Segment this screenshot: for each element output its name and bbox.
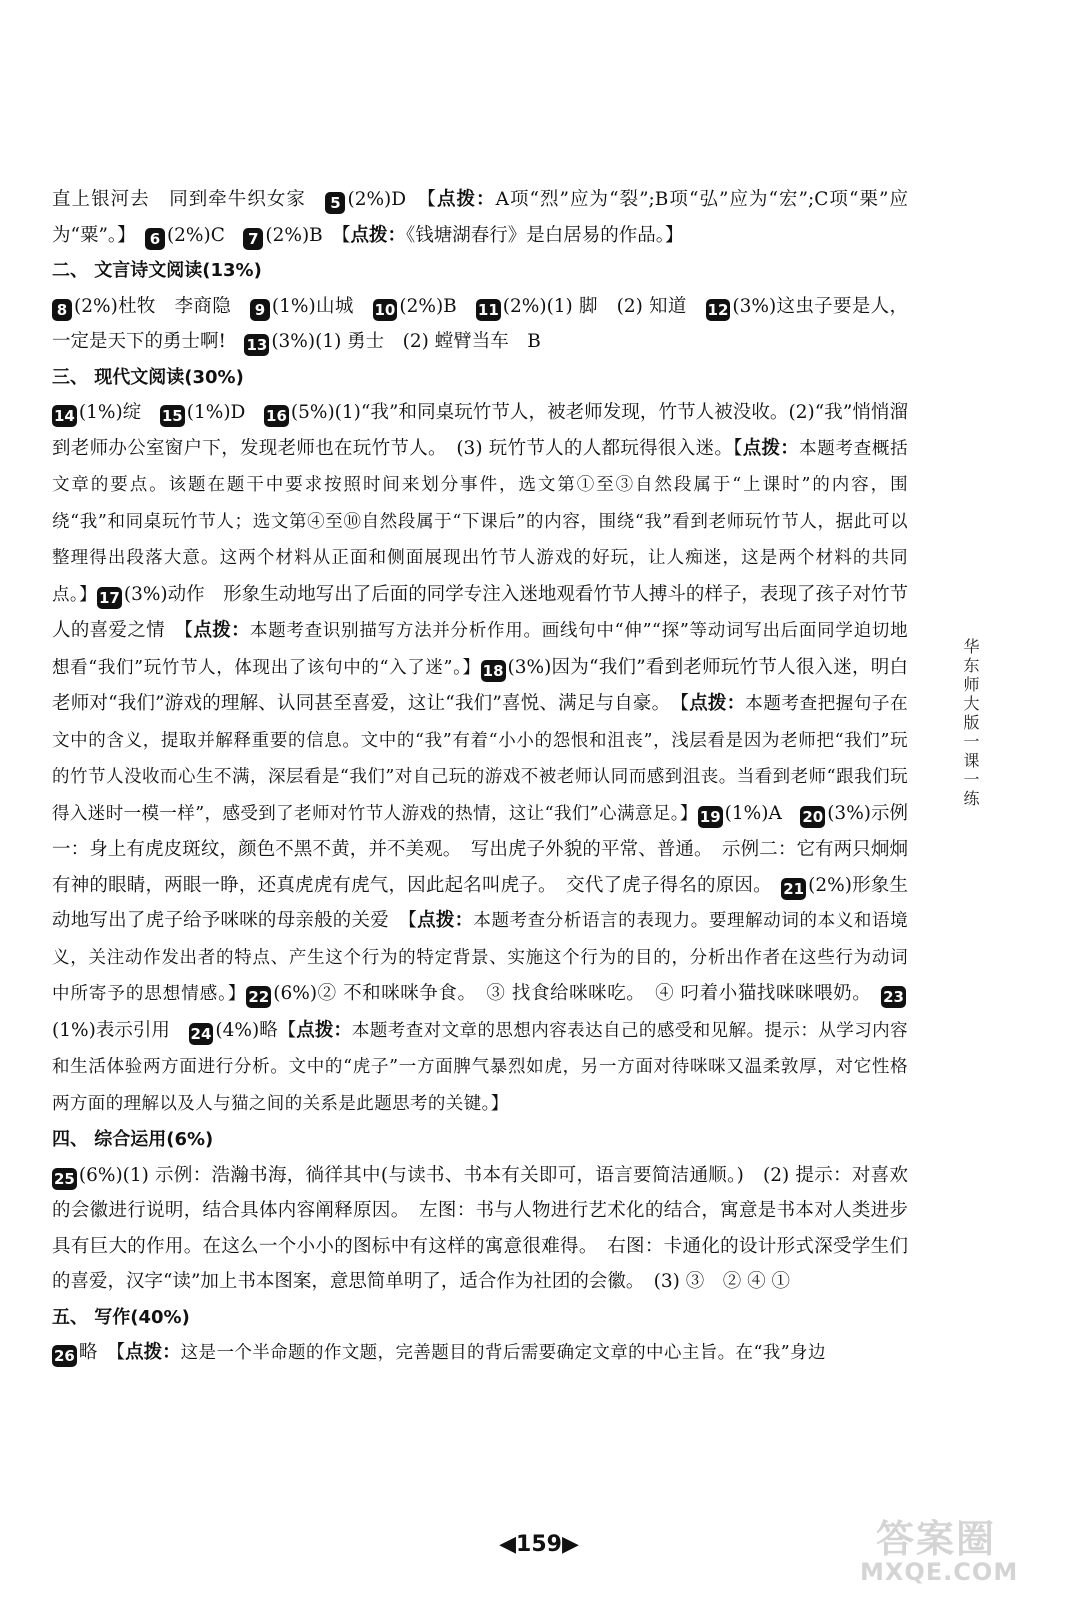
explanation-text: 本题考查识别描写方法并分析作用。画线句中“伸”“探”等动词写出后面同学迫切地想看“我们”玩竹节人，体现出了该句中的“入了迷”。】 — [52, 621, 908, 678]
text: (2%)B — [399, 295, 476, 317]
question-number-badge: 16 — [266, 407, 287, 425]
text: 《钱塘湖春行》是白居易的作品。】 — [406, 224, 684, 246]
section-heading-modern: 三、 现代文阅读(30%) — [52, 366, 244, 388]
text: (3%)示例一：身上有虎皮斑纹，颜色不黑不黄，并不美观。 写出虎子外貌的平常、普通。 示例二：它有两只炯炯有神的眼睛，两眼一睁，还真虎虎有虎气，因此起名叫虎子。 交代了虎子得名的原因。 — [52, 802, 908, 896]
answer-25 — [52, 1158, 908, 1300]
explanation-text: 这是一个半命题的作文题，完善题目的背后需要确定文章的中心主旨。在“我”身边 — [180, 1343, 826, 1363]
tip-label: 点拨： — [417, 910, 474, 931]
watermark-logo — [856, 1508, 1056, 1588]
text: (2%)杜牧 李商隐 — [74, 295, 250, 317]
text: (6%)② 不和咪咪争食。 ③ 找食给咪咪吃。 ④ 叼着小猫找咪咪喂奶。 — [273, 983, 882, 1004]
text: (5%)(1)“我”和同桌玩竹节人，被老师发现，竹节人被没收。(2)“我”悄悄溜到老师办公室窗户下，发现老师也在玩竹节人。 (3) 玩竹节人的人都玩得很入迷。 — [52, 402, 908, 459]
text: (3%)(1) 勇士 (2) 螳臂当车 B — [271, 331, 541, 352]
text: (2%)B 【 — [265, 224, 351, 246]
question-number-badge: 24 — [190, 1024, 212, 1043]
explanation-text: 本题考查对文章的思想内容表达自己的感受和见解。提示：从学习内容和生活体验两方面进行分析。文中的“虎子”一方面脾气暴烈如虎，另一方面对待咪咪又温柔敦厚，对它性格两方面的理解以及人与猫之间的关系是此题思考的关键。】 — [52, 1020, 908, 1114]
tip-label: 点拨： — [125, 1342, 181, 1363]
question-number-badge: 20 — [802, 807, 824, 826]
question-number-badge: 25 — [54, 1169, 75, 1188]
section-heading-classical: 二、 文言诗文阅读(13%) — [52, 260, 262, 281]
question-number-badge: 19 — [699, 807, 721, 826]
text: (1%)绽 — [78, 402, 160, 423]
section-heading-writing: 五、 写作(40%) — [52, 1306, 190, 1328]
question-number-badge: 6 — [145, 228, 165, 250]
question-number-badge: 17 — [98, 588, 120, 607]
text: (1%)表示引用 — [52, 1019, 189, 1041]
question-number-badge: 26 — [54, 1347, 75, 1365]
tip-label: 点拨： — [436, 189, 496, 210]
question-number-badge: 10 — [374, 300, 396, 319]
question-number-badge: 9 — [250, 299, 270, 321]
text: (4%)略【 — [215, 1019, 297, 1041]
text: (3%)因为“我们”看到老师玩竹节人很入迷，明白老师对“我们”游戏的理解、认同甚至喜爱，这让“我们”喜悦、满足与自豪。 【 — [52, 656, 909, 714]
text: (1%)D — [186, 402, 265, 423]
tip-label: 点拨： — [742, 437, 800, 459]
text: (1%)山城 — [271, 295, 373, 317]
page-number: ◀159▶ — [499, 1532, 579, 1557]
text: (2%)C — [166, 224, 244, 246]
question-number-badge: 8 — [52, 299, 72, 321]
answers-14-24 — [52, 395, 908, 1122]
question-number-badge: 15 — [161, 407, 183, 425]
question-number-badge: 11 — [477, 300, 499, 319]
answers-5-7 — [52, 182, 908, 253]
tip-label: 点拨： — [689, 693, 746, 714]
text: (6%)(1) 示例：浩瀚书海，徜徉其中(与读书、书本有关即可，语言要简洁通顺。) (2) 提示：对喜欢的会徽进行说明，结合具体内容阐释原因。 左图：书与人物进行艺术化的结合，寓意是书本对人类进步具有巨大的作用。在这么一个小小的图标中有这样的寓意很难得。 右图：卡通化的设计形式深受学生们的喜爱，汉字“读”加上书本图案，意思简单明了，适合作为社团的会徽。 (3) ③ ② ④ ① — [52, 1164, 908, 1292]
question-number-badge: 23 — [883, 988, 904, 1006]
text: 略 【 — [78, 1342, 126, 1363]
question-number-badge: 22 — [248, 988, 270, 1006]
text: 【 — [733, 437, 743, 459]
section-heading-integrated: 四、 综合运用(6%) — [52, 1129, 214, 1150]
question-number-badge: 14 — [54, 407, 75, 425]
answer-content — [52, 182, 908, 1372]
question-number-badge: 21 — [783, 879, 805, 898]
watermark-text: 答案圈 — [876, 1517, 997, 1561]
tip-label: 点拨： — [350, 224, 407, 246]
watermark-url: MXQE.COM — [860, 1558, 1019, 1586]
text: 直上银河去 同到牵牛织女家 — [52, 189, 326, 210]
tip-label: 点拨： — [296, 1019, 352, 1041]
text: (3%)这虫子要是人，一定是天下的勇士啊! — [52, 295, 908, 352]
text: (2%)D 【 — [347, 189, 437, 210]
explanation-text: 本题考查概括文章的要点。该题在题干中要求按照时间来划分事件，选文第①至③自然段属于“上课时”的内容，围绕“我”和同桌玩竹节人；选文第④至⑩自然段属于“下课后”的内容，围绕“我”看到老师玩竹节人，据此可以整理得出段落大意。这两个材料从正面和侧面展现出竹节人游戏的好玩，让人痴迷，这是两个材料的共同点。】 — [52, 438, 908, 605]
tip-label: 点拨： — [193, 620, 250, 641]
question-number-badge: 18 — [482, 661, 504, 680]
question-number-badge: 12 — [707, 300, 729, 319]
question-number-badge: 13 — [246, 336, 268, 354]
text: (2%)形象生动地写出了虎子给予咪咪的母亲般的关爱 【 — [52, 874, 908, 931]
text: (2%)(1) 脚 (2) 知道 — [502, 295, 706, 317]
answers-8-13 — [52, 289, 908, 360]
answer-26 — [52, 1335, 908, 1372]
text: (3%)动作 形象生动地写出了后面的同学专注入迷地观看竹节人搏斗的样子，表现了孩子对竹节人的喜爱之情 【 — [52, 583, 908, 641]
side-book-label: 华东师大版一课一练 — [961, 638, 980, 809]
explanation-text: 本题考查分析语言的表现力。要理解动词的本义和语境义，关注动作发出者的特点、产生这个行为的特定背景、实施这个行为的目的，分析出作者在这些行为动词中所寄予的思想情感。】 — [52, 911, 908, 1004]
question-number-badge: 5 — [325, 192, 345, 214]
explanation-text: 本题考查把握句子在文中的含义，提取并解释重要的信息。文中的“我”有着“小小的怨恨和沮丧”，浅层看是因为老师把“我们”玩的竹节人没收而心生不满，深层看是“我们”对自己玩的游戏不被老师认同而感到沮丧。当看到老师“跟我们玩得入迷时一模一样”，感受到了老师对竹节人游戏的热情，这让“我们”心满意足。】 — [52, 694, 908, 824]
question-number-badge: 7 — [243, 228, 263, 250]
text: (1%)A — [724, 802, 801, 824]
text: A项“烈”应为“裂”;B项“弘”应为“宏”;C项“栗”应为“粟”。】 — [52, 189, 908, 246]
